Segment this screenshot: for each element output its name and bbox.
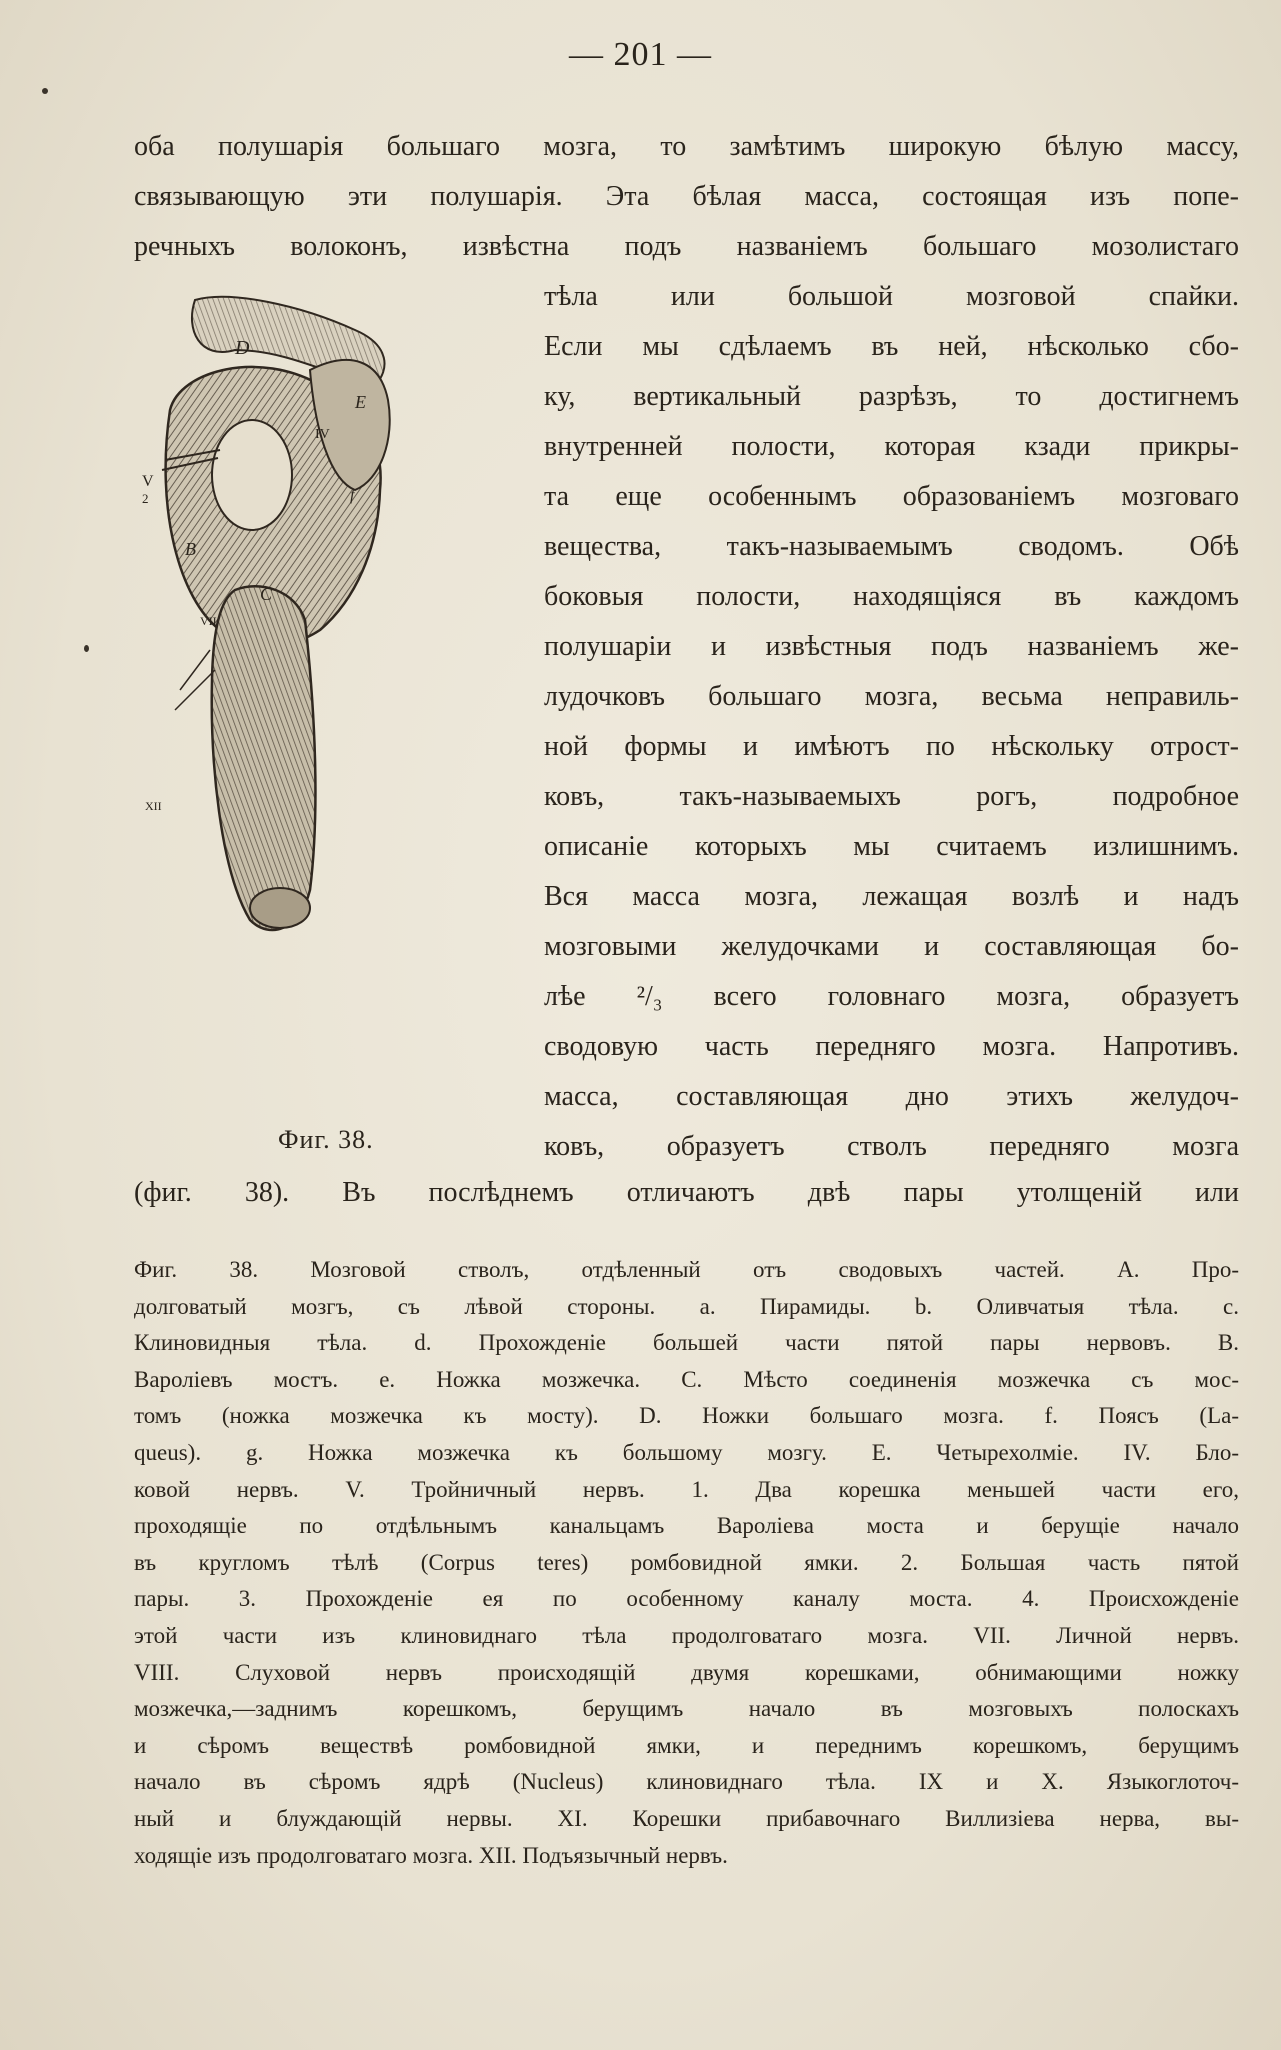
body-text-bottom bbox=[134, 1168, 1239, 1218]
ink-speck bbox=[42, 88, 48, 94]
figure-letter-v: V bbox=[142, 473, 154, 490]
caption-line: Фиг. 38. Мозговой стволъ, отдѣленный отъ сводовыхъ частей. А. Про- bbox=[134, 1257, 1239, 1282]
figure-letter-f: f bbox=[350, 487, 355, 504]
brainstem-illustration bbox=[140, 290, 440, 1090]
figure-letter-xii: XII bbox=[145, 799, 162, 813]
body-text-wrapped bbox=[544, 272, 1239, 1172]
caption-line: Клиновидныя тѣла. d. Прохожденіе большей части пятой пары нервовъ. B. bbox=[134, 1330, 1239, 1356]
text-line: описаніе которыхъ мы считаемъ излишнимъ. bbox=[544, 831, 1239, 862]
text-line: масса, составляющая дно этихъ желудоч- bbox=[544, 1081, 1239, 1112]
figure-letter-vii: VII bbox=[200, 614, 217, 628]
caption-line: долговатый мозгъ, съ лѣвой стороны. a. Пирамиды. b. Оливчатыя тѣла. c. bbox=[134, 1293, 1239, 1319]
body-text-top bbox=[134, 122, 1239, 272]
text-line: ковъ, образуетъ стволъ передняго мозга bbox=[544, 1131, 1239, 1162]
brainstem-engraving bbox=[140, 290, 440, 1090]
ink-speck bbox=[84, 645, 89, 652]
text-line: ковъ, такъ-называемыхъ рогъ, подробное bbox=[544, 781, 1239, 812]
text-line: лѣе ²/₃ всего головнаго мозга, образуетъ bbox=[544, 981, 1239, 1012]
text-line: Если мы сдѣлаемъ въ ней, нѣсколько сбо- bbox=[544, 331, 1239, 362]
caption-line: Вароліевъ мостъ. e. Ножка мозжечка. C. Мѣсто соединенія мозжечка съ мос- bbox=[134, 1366, 1239, 1392]
caption-line: VIII. Слуховой нервъ происходящій двумя корешками, обнимающими ножку bbox=[134, 1659, 1239, 1685]
text-line: та еще особеннымъ образованіемъ мозговаго bbox=[544, 481, 1239, 512]
text-line: ку, вертикальный разрѣзъ, то достигнемъ bbox=[544, 381, 1239, 412]
text-line: внутренней полости, которая кзади прикры- bbox=[544, 431, 1239, 462]
figure-letter-d: D bbox=[235, 337, 250, 359]
figure-letter-c: C bbox=[260, 584, 273, 604]
caption-line: мозжечка,—заднимъ корешкомъ, берущимъ начало въ мозговыхъ полоскахъ bbox=[134, 1696, 1239, 1722]
text-line: связывающую эти полушарія. Эта бѣлая масса, состоящая изъ попе- bbox=[134, 181, 1239, 212]
page-number: — 201 — bbox=[569, 36, 712, 73]
text-line: полушаріи и извѣстныя подъ названіемъ же- bbox=[544, 631, 1239, 662]
text-line: боковыя полости, находящіяся въ каждомъ bbox=[544, 581, 1239, 612]
caption-line: пары. 3. Прохожденіе ея по особенному каналу моста. 4. Происхожденіе bbox=[134, 1586, 1239, 1612]
figure-label: Фиг. 38. bbox=[278, 1125, 374, 1154]
figure-letter-e: E bbox=[355, 392, 366, 412]
text-line: сводовую часть передняго мозга. Напротивъ. bbox=[544, 1031, 1239, 1062]
text-line: вещества, такъ-называемымъ сводомъ. Обѣ bbox=[544, 531, 1239, 562]
text-line: Вся масса мозга, лежащая возлѣ и надъ bbox=[544, 881, 1239, 912]
caption-line: начало въ сѣромъ ядрѣ (Nucleus) клиновиднаго тѣла. IX и X. Языкоглоточ- bbox=[134, 1769, 1239, 1795]
figure-letter-b: B bbox=[185, 539, 196, 559]
figure-caption bbox=[134, 1252, 1239, 1874]
caption-line: и сѣромъ веществѣ ромбовидной ямки, и переднимъ корешкомъ, берущимъ bbox=[134, 1732, 1239, 1758]
figure-letter-iv: IV bbox=[315, 427, 330, 442]
text-line: ной формы и имѣютъ по нѣскольку отрост- bbox=[544, 731, 1239, 762]
caption-line: ходящіе изъ продолговатаго мозга. XII. Подъязычный нервъ. bbox=[134, 1842, 728, 1868]
figure-letter-2: 2 bbox=[142, 491, 149, 506]
caption-line: проходящіе по отдѣльнымъ канальцамъ Вароліева моста и берущіе начало bbox=[134, 1513, 1239, 1539]
caption-line: въ кругломъ тѣлѣ (Corpus teres) ромбовидной ямки. 2. Большая часть пятой bbox=[134, 1549, 1239, 1575]
text-line: речныхъ волоконъ, извѣстна подъ названіемъ большаго мозолистаго bbox=[134, 231, 1239, 262]
text-line: мозговыми желудочками и составляющая бо- bbox=[544, 931, 1239, 962]
text-line: (фиг. 38). Въ послѣднемъ отличаютъ двѣ пары утолщеній или bbox=[134, 1177, 1239, 1208]
text-line: лудочковъ большаго мозга, весьма неправиль- bbox=[544, 681, 1239, 712]
caption-line: ный и блуждающій нервы. XI. Корешки прибавочнаго Виллизіева нерва, вы- bbox=[134, 1805, 1239, 1831]
caption-line: queus). g. Ножка мозжечка къ большому мозгу. E. Четырехолміе. IV. Бло- bbox=[134, 1439, 1239, 1465]
caption-line: ковой нервъ. V. Тройничный нервъ. 1. Два корешка меньшей части его, bbox=[134, 1476, 1239, 1502]
caption-line: этой части изъ клиновиднаго тѣла продолговатаго мозга. VII. Личной нервъ. bbox=[134, 1622, 1239, 1648]
text-line: оба полушарія большаго мозга, то замѣтимъ широкую бѣлую массу, bbox=[134, 131, 1239, 162]
caption-line: томъ (ножка мозжечка къ мосту). D. Ножки большаго мозга. f. Поясъ (La- bbox=[134, 1403, 1239, 1429]
text-line: тѣла или большой мозговой спайки. bbox=[544, 281, 1239, 312]
